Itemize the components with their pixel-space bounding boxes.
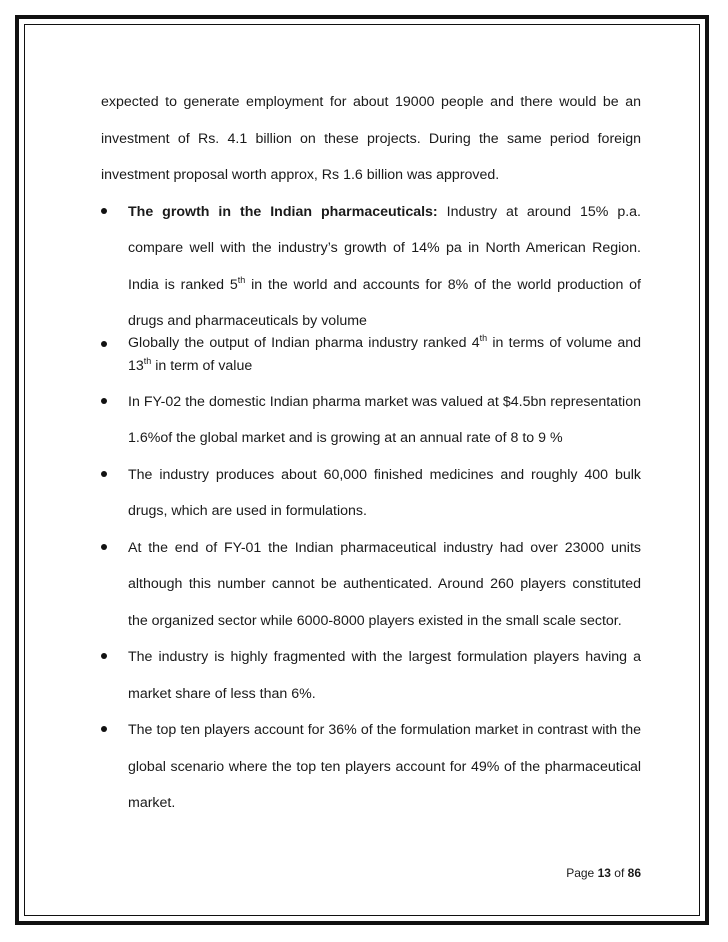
list-item-text	[128, 194, 641, 340]
text-span: in terms of volume and 13	[128, 334, 641, 374]
text-span: Industry at around 15% p.a. compare well with the industry’s growth of 14% pa in North American Region. India is ranked 5	[128, 203, 642, 293]
of-word: of	[614, 866, 625, 880]
list-item-text: The industry produces about 60,000 finished medicines and roughly 400 bulk drugs, which are used in formulations.	[128, 466, 641, 519]
list-item	[101, 639, 641, 712]
list-item	[101, 332, 641, 378]
bullet-icon	[101, 726, 107, 732]
intro-paragraph: expected to generate employment for about 19000 people and there would be an investment of Rs. 4.1 billion on these projects. During the same period foreign investment proposal worth approx, Rs 1.6 billion was approved.	[101, 94, 641, 183]
text-span: in term of value	[151, 357, 253, 374]
list-item	[101, 384, 641, 457]
bullet-icon	[101, 208, 107, 214]
list-item	[101, 712, 641, 822]
page-number: 13	[597, 866, 611, 880]
list-item	[101, 530, 641, 640]
document-body	[101, 84, 641, 822]
list-item-text: In FY-02 the domestic Indian pharma market was valued at $4.5bn representation 1.6%of the global market and is growing at an annual rate of 8 to 9 %	[128, 393, 641, 446]
text-span: in the world and accounts for 8% of the world production of drugs and pharmaceuticals by volume	[128, 276, 641, 329]
list-item-text: At the end of FY-01 the Indian pharmaceutical industry had over 23000 units although this number cannot be authenticated. Around 260 players constituted the organized sector while 6000-8000 players existed in the small scale sector.	[128, 539, 641, 629]
bullet-icon	[101, 471, 107, 477]
superscript: th	[479, 332, 488, 343]
total-pages: 86	[627, 866, 641, 880]
superscript: th	[237, 274, 246, 285]
list-item-text	[128, 332, 641, 378]
list-item-text: The industry is highly fragmented with the largest formulation players having a market share of less than 6%.	[128, 649, 641, 702]
bold-lead: The growth in the Indian pharmaceuticals:	[128, 203, 438, 220]
page-footer	[566, 866, 641, 880]
list-item	[101, 457, 641, 530]
list-item-text: The top ten players account for 36% of the formulation market in contrast with the global scenario where the top ten players account for 49% of the pharmaceutical market.	[128, 722, 641, 811]
superscript: th	[143, 355, 152, 366]
text-span: Globally the output of Indian pharma industry ranked 4	[128, 334, 480, 351]
page-word: Page	[566, 866, 595, 880]
list-item	[101, 194, 641, 340]
bullet-icon	[101, 341, 107, 347]
bullet-icon	[101, 544, 107, 550]
bullet-icon	[101, 653, 107, 659]
bullet-icon	[101, 398, 107, 404]
